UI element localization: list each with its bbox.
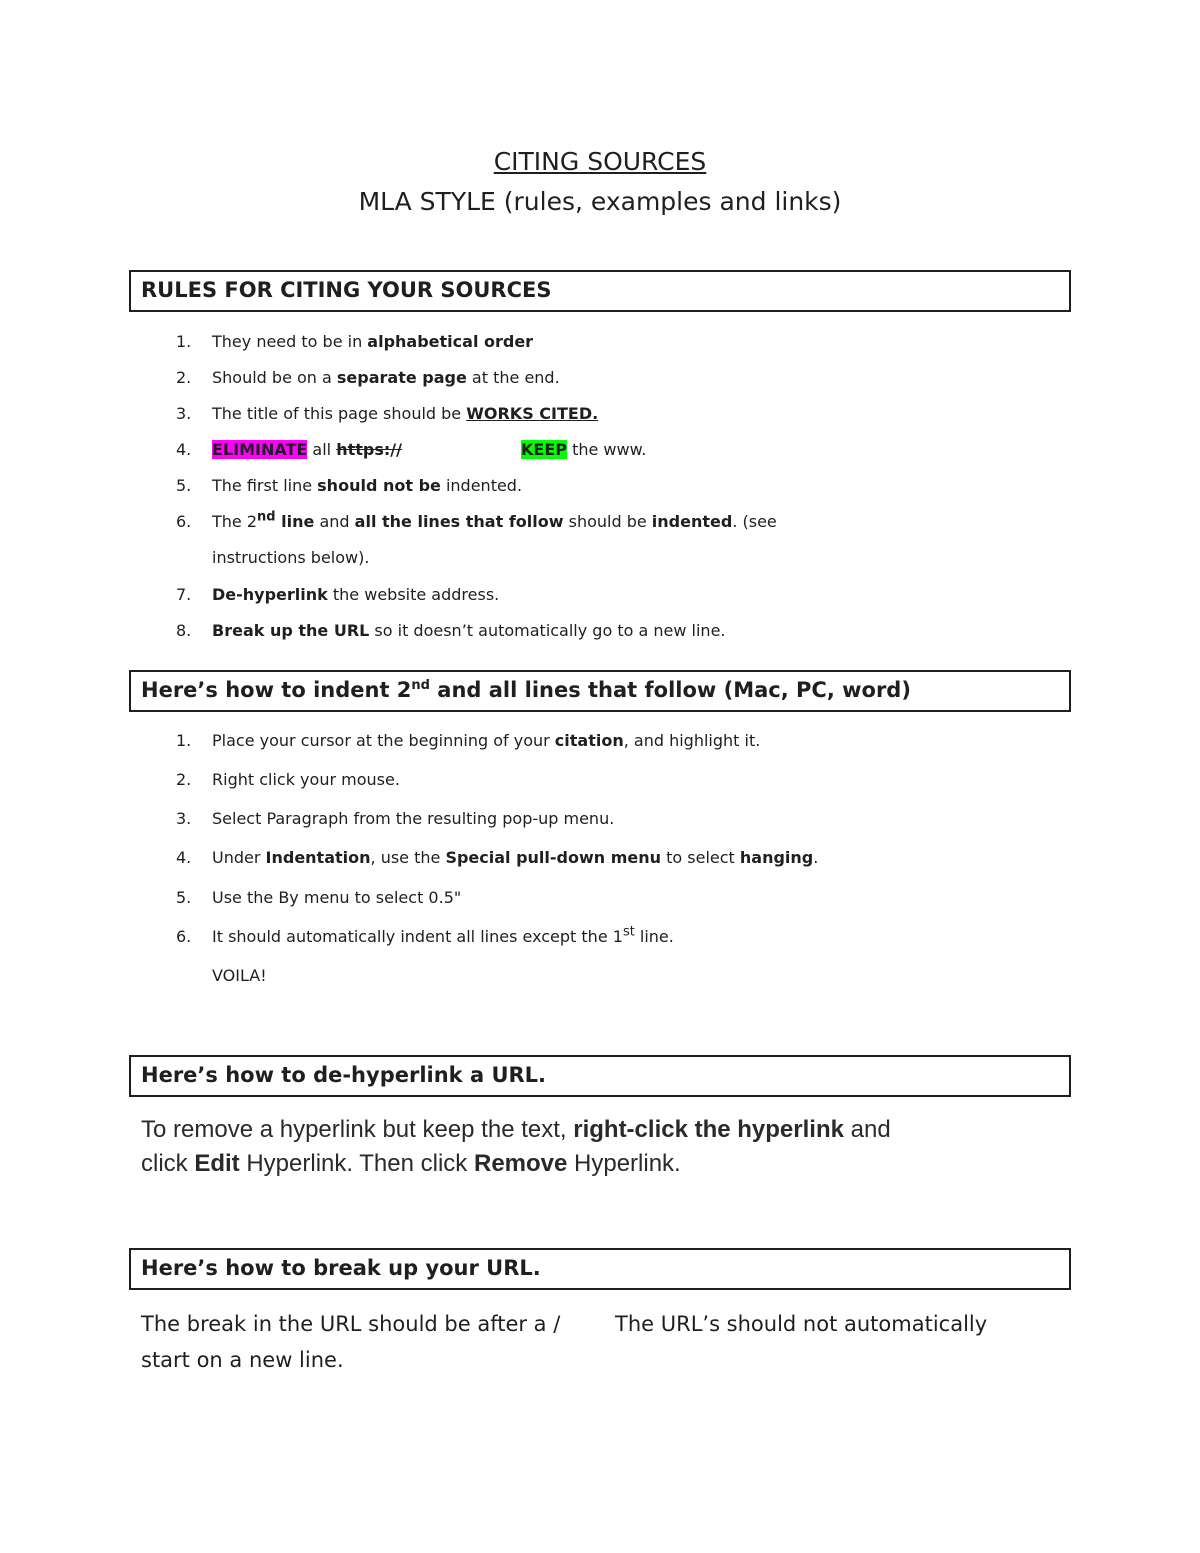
item-number: 1.	[176, 731, 192, 750]
item-text: Right click your mouse.	[212, 770, 400, 789]
item-number: 8.	[176, 621, 192, 640]
item-text: Place your cursor at the beginning of your citation, and highlight it.	[212, 731, 761, 750]
item-number: 7.	[176, 585, 192, 604]
dehyperlink-heading: Here’s how to de-hyperlink a URL.	[141, 1063, 547, 1087]
item-text: Under Indentation, use the Special pull-down menu to select hanging.	[212, 848, 819, 867]
indent-heading-box	[129, 670, 1071, 712]
item-number: 4.	[176, 848, 192, 867]
item-number: 4.	[176, 440, 192, 459]
keep-text: KEEP the www.	[521, 440, 647, 459]
item-number: 3.	[176, 404, 192, 423]
indent-heading: Here’s how to indent 2nd and all lines that follow (Mac, PC, word)	[141, 678, 911, 702]
item-text: De-hyperlink the website address.	[212, 585, 500, 604]
item-text: The first line should not be indented.	[212, 476, 523, 495]
eliminate-highlight: ELIMINATE	[212, 440, 308, 459]
item-text: Should be on a separate page at the end.	[212, 368, 560, 387]
item-number: 1.	[176, 332, 192, 351]
item-text: It should automatically indent all lines except the 1st line.	[212, 924, 674, 946]
item-text: Break up the URL so it doesn’t automatically go to a new line.	[212, 621, 726, 640]
item-number: 3.	[176, 809, 192, 828]
breakup-heading: Here’s how to break up your URL.	[141, 1256, 541, 1280]
item-text: The title of this page should be WORKS CITED.	[212, 404, 599, 423]
item-number: 2.	[176, 368, 192, 387]
item-text: Use the By menu to select 0.5"	[212, 888, 462, 907]
item-number: 5.	[176, 476, 192, 495]
breakup-paragraph: The break in the URL should be after a / The URL’s should not automatically start on a new line.	[141, 1312, 988, 1372]
keep-highlight: KEEP	[521, 440, 567, 459]
item-text: Select Paragraph from the resulting pop-up menu.	[212, 809, 615, 828]
page-title: CITING SOURCES	[493, 147, 707, 176]
item-number: 6.	[176, 512, 192, 531]
item-text: ELIMINATE all https://	[212, 440, 402, 459]
item-text: instructions below).	[212, 548, 370, 567]
dehyperlink-paragraph: To remove a hyperlink but keep the text, right-click the hyperlink and click Edit Hyperlink. Then click Remove Hyperlink.	[141, 1116, 891, 1177]
item-number: 2.	[176, 770, 192, 789]
rules-heading-box	[129, 270, 1071, 312]
item-number: 5.	[176, 888, 192, 907]
dehyperlink-heading-box	[129, 1055, 1071, 1097]
rules-heading: RULES FOR CITING YOUR SOURCES	[141, 278, 552, 302]
item-number: 6.	[176, 927, 192, 946]
breakup-heading-box	[129, 1248, 1071, 1290]
page-subtitle: MLA STYLE (rules, examples and links)	[358, 187, 842, 216]
item-text: They need to be in alphabetical order	[212, 332, 534, 351]
item-text: The 2nd line and all the lines that follow should be indented. (see	[212, 509, 777, 531]
document-page: CITING SOURCES MLA STYLE (rules, examples and links) RULES FOR CITING YOUR SOURCES 1. They need to be in alphabetical order 2. Should be on a separate page at the end. 3. The title of this page should be WORKS CITED. 4. ELIMINATE all https:// KEEP the www. 5. The first line should not be indented. 6. The 2nd line and all the lines that follow should be indented. (see instructions below). 7. De-hyperlink the website address. 8. Break up the URL so it doesn’t automatically go to a new line. Here’s how to indent 2nd and all lines that follow (Mac, PC, word) 1. Place your cursor at the beginning of your citation, and highlight it. 2. Right click your mouse. 3. Select Paragraph from the resulting pop-up menu. 4. Under Indentation, use the Special pull-down menu to select hanging. 5. Use the By menu to select 0.5" 6. It should automatically indent all lines except the 1st line. VOILA! Here’s how to de-hyperlink a URL. To remove a hyperlink but keep the text, right-click the hyperlink and click Edit Hyperlink. Then click Remove Hyperlink. Here’s how to break up your URL. The break in the URL should be after a / The URL’s should not automatically start on a new line.	[0, 0, 1200, 1553]
